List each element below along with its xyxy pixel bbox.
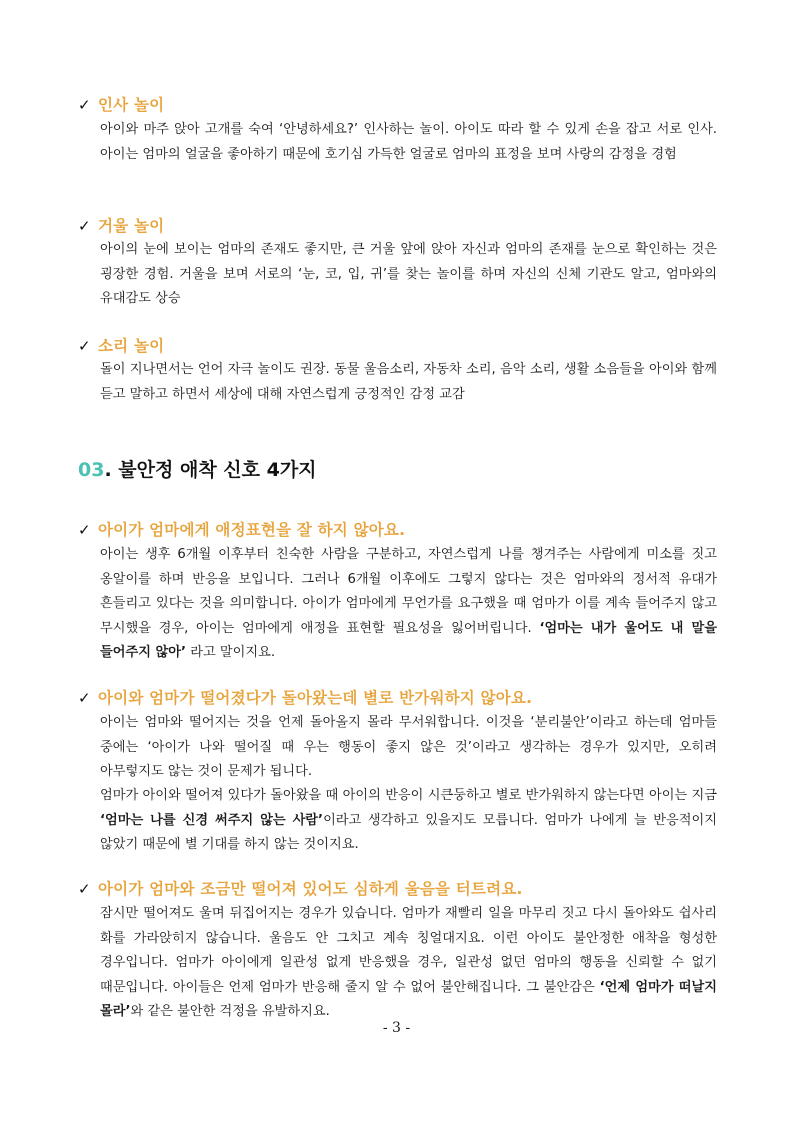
check-icon: ✓ [78,217,91,235]
check-icon: ✓ [78,689,91,707]
signal-body-3: 잠시만 떨어져도 울며 뒤집어지는 경우가 있습니다. 엄마가 재빨리 일을 마무리 짓고 다시 돌아와도 쉽사리 화를 가라앉히지 않습니다. 울음도 안 그치고 계속 칭얼대지요. 이런 아이도 불안정한 애착을 형성한 경우입니다. 엄마가 아이에게 일관성 없게 반응했을 경우, 일관성 없던 엄마의 행동을 신뢰할 수 없기 때문입니다. 아이들은 언제 엄마가 반응해 줄지 알 수 없어 불안해집니다. 그 불안감은 ‘언제 엄마가 떠날지 몰라’와 같은 불안한 걱정을 유발하지요. [100,906,717,1019]
signal-body-2b: 엄마가 아이와 떨어져 있다가 돌아왔을 때 아이의 반응이 시큰둥하고 별로 반가워하지 않는다면 아이는 지금 ‘엄마는 나를 신경 써주지 않는 사람’이라고 생각하고 있을지도 모릅니다. 엄마가 나에게 늘 반응적이지 않았기 때문에 별 기대를 하지 않는 것이지요. [100,788,717,852]
signal-heading-2: ✓ 아이와 엄마가 떨어졌다가 돌아왔는데 별로 반가워하지 않아요. [78,689,533,707]
item-heading-greeting-play: ✓ 인사 놀이 [78,96,165,114]
section-title-text: . 불안정 애착 신호 4가지 [104,459,317,481]
check-icon: ✓ [78,521,91,539]
signal-heading-1: ✓ 아이가 엄마에게 애정표현을 잘 하지 않아요. [78,521,406,539]
signal-heading-3: ✓ 아이가 엄마와 조금만 떨어져 있어도 심하게 울음을 터트려요. [78,880,523,898]
section-title [78,455,317,482]
section-number: 03 [78,459,105,481]
page-number: - 3 - [382,1020,411,1036]
item-heading-mirror-play: ✓ 거울 놀이 [78,217,165,235]
check-icon: ✓ [78,880,91,898]
item-body-greeting-play: 아이와 마주 앉아 고개를 숙여 ‘안녕하세요?’ 인사하는 놀이. 아이도 따라 할 수 있게 손을 잡고 서로 인사. 아이는 엄마의 얼굴을 좋아하기 때문에 호기심 가득한 얼굴로 엄마의 표정을 보며 사랑의 감정을 경험 [100,122,717,162]
signal-body-1: 아이는 생후 6개월 이후부터 친숙한 사람을 구분하고, 자연스럽게 나를 챙겨주는 사람에게 미소를 짓고 옹알이를 하며 반응을 보입니다. 그러나 6개월 이후에도 그렇지 않다는 것은 엄마와의 정서적 유대가 흔들리고 있다는 것을 의미합니다. 아이가 엄마에게 무언가를 요구했을 때 엄마가 이를 계속 들어주지 않고 무시했을 경우, 아이는 엄마에게 애정을 표현할 필요성을 잃어버립니다. ‘엄마는 내가 울어도 내 말을 들어주지 않아’ 라고 말이지요. [100,547,717,660]
signal-body-2a: 아이는 엄마와 떨어지는 것을 언제 돌아올지 몰라 무서워합니다. 이것을 ‘분리불안’이라고 하는데 엄마들 중에는 ‘아이가 나와 떨어질 때 우는 행동이 좋지 않은 것’이라고 생각하는 경우가 있지만, 오히려 아무렇지도 않는 것이 문제가 됩니다. [100,715,717,779]
item-heading-sound-play: ✓ 소리 놀이 [78,337,165,355]
check-icon: ✓ [78,96,91,114]
item-body-sound-play: 돌이 지나면서는 언어 자극 놀이도 권장. 동물 울음소리, 자동차 소리, 음악 소리, 생활 소음들을 아이와 함께 듣고 말하고 하면서 세상에 대해 자연스럽게 긍정적인 감정 교감 [100,362,717,402]
check-icon: ✓ [78,337,91,355]
item-body-mirror-play: 아이의 눈에 보이는 엄마의 존재도 좋지만, 큰 거울 앞에 앉아 자신과 엄마의 존재를 눈으로 확인하는 것은 굉장한 경험. 거울을 보며 서로의 ‘눈, 코, 입, 귀’를 찾는 놀이를 하며 자신의 신체 기관도 알고, 엄마와의 유대감도 상승 [100,242,717,306]
